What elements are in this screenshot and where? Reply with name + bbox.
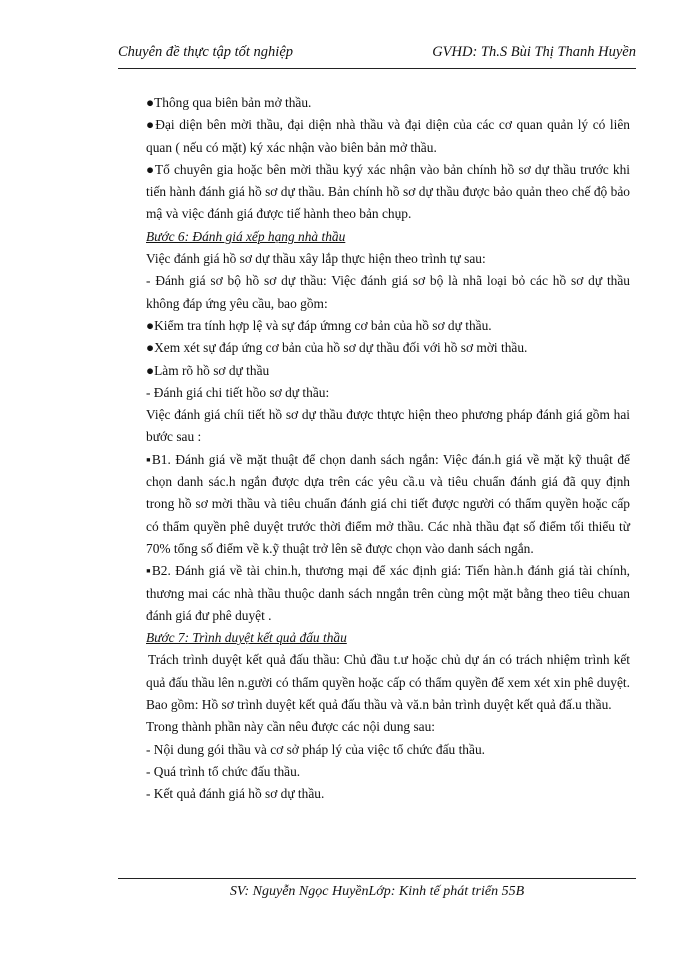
paragraph: - Kết quả đánh giá hồ sơ dự thầu. <box>146 786 325 802</box>
bullet-paragraph: ●Làm rõ hồ sơ dự thầu <box>146 362 270 378</box>
paragraph: - Quá trình tổ chức đấu thầu. <box>146 763 301 779</box>
page-header <box>118 42 636 69</box>
paragraph: Việc đánh giá hồ sơ dự thầu xây lắp thực hiện theo trình tự sau: <box>146 251 486 267</box>
bullet-paragraph: ●Xem xét sự đáp ứng cơ bản của hồ sơ dự thầu đối với hồ sơ mời thầu. <box>146 340 528 356</box>
section-heading-step-6: Bước 6: Đánh giá xếp hạng nhà thầu <box>146 228 346 244</box>
paragraph: - Đánh giá chi tiết hồo sơ dự thầu: <box>146 384 330 400</box>
paragraph: Việc đánh giá chíi tiết hồ sơ dự thầu được thtực hiện theo phương pháp đánh giá gồm hai bước sau : <box>146 407 630 445</box>
section-heading-step-7: Bước 7: Trình duyệt kết quả đấu thầu <box>146 630 347 646</box>
bullet-paragraph: ●Tổ chuyên gia hoặc bên mời thầu kyý xác nhận vào bản chính hồ sơ dự thầu trước khi tiến hành đánh giá hồ sơ dự thầu. Bản chính hồ sơ dự thầu được bảo quản theo chế độ bảo mậ và việc đánh giá được tiế hành theo bản chụp. <box>146 161 630 222</box>
bullet-paragraph: ●Đại diện bên mời thầu, đại diện nhà thầu và đại diện của các cơ quan quản lý có liên quan ( nếu có mặt) ký xác nhận vào biên bản mở thầu. <box>146 117 630 155</box>
square-bullet-paragraph: ▪B1. Đánh giá về mặt thuật để chọn danh sách ngắn: Việc đán.h giá về mặt kỹ thuật để chọn danh sác.h ngắn được dựa trên các yêu cầ.u và tiêu chuẩn đánh giá đã quy định trong hồ sơ mời thầu và tiêu chuẩn đánh giá chi tiết được người có thẩm quyền hoặc cấp có thẩm quyền phê duyệt trước thời điểm mở thầu. Các nhà thầu đạt số điểm tối thiểu từ 70% tổng số điểm về k.ỹ thuật trở lên sẽ được chọn vào danh sách ngắn. <box>146 451 630 556</box>
bullet-paragraph: ●Thông qua biên bản mở thầu. <box>146 95 312 110</box>
bullet-paragraph: ●Kiểm tra tính hợp lệ và sự đáp ứmng cơ bản của hồ sơ dự thầu. <box>146 317 492 333</box>
paragraph: Trong thành phần này cần nêu được các nội dung sau: <box>146 719 436 735</box>
paragraph: - Nội dung gói thầu và cơ sở pháp lý của việc tổ chức đấu thầu. <box>146 741 485 757</box>
page-footer: SV: Nguyễn Ngọc HuyềnLớp: Kinh tế phát triển 55B <box>118 878 636 900</box>
body-text <box>146 92 630 806</box>
header-title: Chuyên đề thực tập tốt nghiệp <box>118 44 294 60</box>
paragraph: Trách trình duyệt kết quả đấu thầu: Chủ đầu t.ư hoặc chủ dự án có trách nhiệm trình kết quả đấu thầu lên n.gười có thẩm quyền hoặc cấp có thẩm quyền để xem xét xin phê duyệt. Bao gồm: Hồ sơ trình duyệt kết quả đấu thầu và vă.n bản trình duyệt kết quả đấ.u thầu. <box>146 652 630 713</box>
header-advisor: GVHD: Th.S Bùi Thị Thanh Huyền <box>432 44 636 60</box>
square-bullet-paragraph: ▪B2. Đánh giá về tài chin.h, thương mại để xác định giá: Tiến hàn.h đánh giá tài chính, thương mai các nhà thầu thuộc danh sách nngắn trên cùng một mặt bằng theo tiêu chuan đánh giá đư phê duyệt . <box>146 563 630 623</box>
paragraph: - Đánh giá sơ bộ hồ sơ dự thầu: Việc đánh giá sơ bộ là nhã loại bỏ các hồ sơ dự thầu không đáp ứng yêu cầu, bao gồm: <box>146 273 630 311</box>
